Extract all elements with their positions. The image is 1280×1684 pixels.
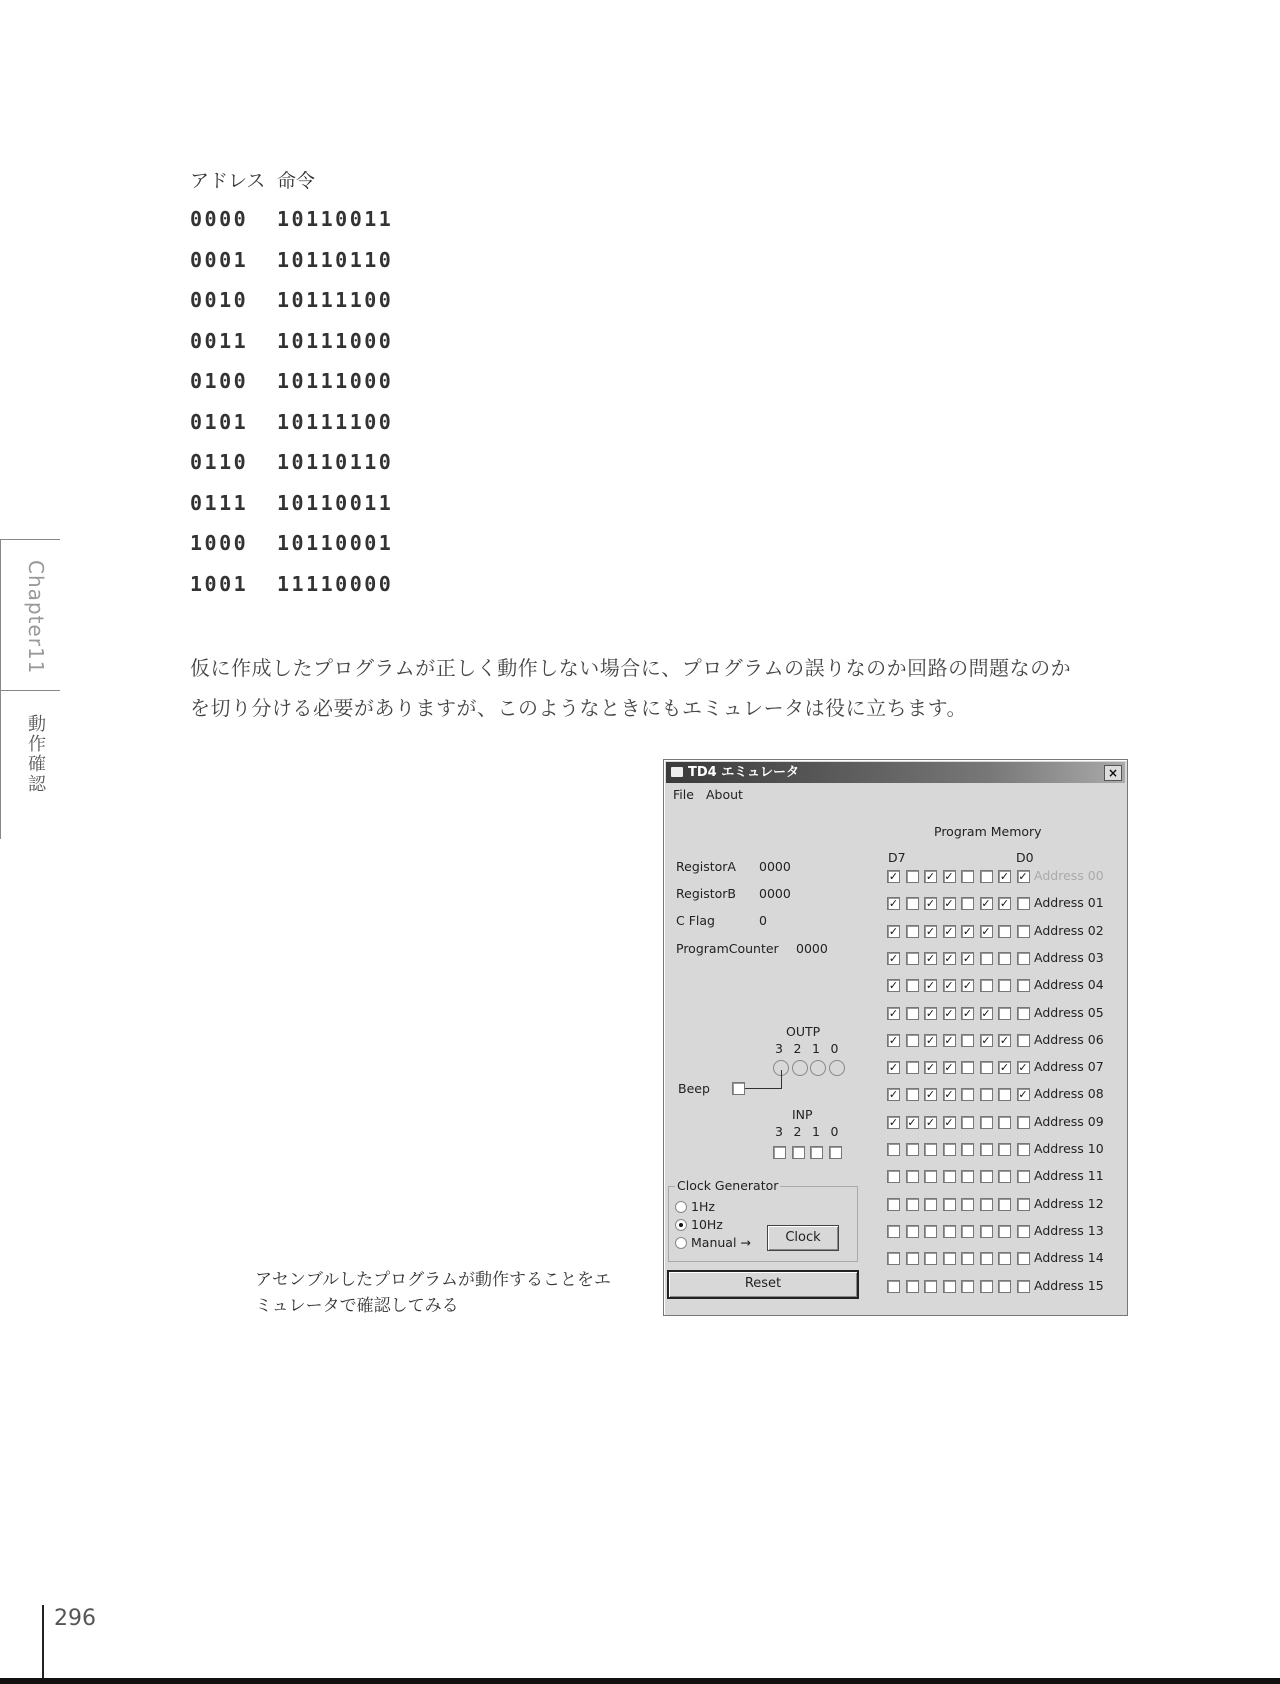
memory-address-label: Address 04 (1034, 977, 1104, 993)
memory-bit-checkbox[interactable] (961, 1280, 974, 1293)
memory-bit-checkbox[interactable] (1017, 897, 1030, 910)
memory-bit-checkbox[interactable] (961, 1088, 974, 1101)
memory-bit-checkbox[interactable]: ✓ (981, 897, 991, 911)
memory-bit-checkbox[interactable]: ✓ (925, 1033, 936, 1047)
memory-address-label: Address 03 (1034, 949, 1104, 965)
outp-bit-label: 3 (775, 1041, 783, 1056)
memory-bit-checkbox[interactable] (906, 1280, 919, 1293)
memory-bit-checkbox[interactable] (906, 925, 919, 938)
memory-bit-checkbox[interactable]: ✓ (925, 1006, 936, 1020)
memory-bit-checkbox[interactable] (924, 1225, 937, 1238)
memory-bit-checkbox[interactable]: ✓ (944, 870, 954, 883)
output-led (810, 1060, 826, 1076)
memory-bit-checkbox[interactable] (887, 1170, 900, 1183)
memory-bit-checkbox[interactable]: ✓ (907, 1115, 917, 1129)
memory-address-label: Address 08 (1034, 1086, 1104, 1102)
memory-bit-checkbox[interactable]: ✓ (944, 1088, 954, 1102)
emulator-window (663, 759, 1128, 1316)
memory-bit-checkbox[interactable] (1017, 1280, 1030, 1293)
memory-bit-checkbox[interactable]: ✓ (925, 951, 936, 965)
listing-address: 0000 (190, 207, 249, 231)
listing-address: 1001 (190, 571, 249, 596)
memory-bit-checkbox[interactable]: ✓ (999, 1061, 1010, 1075)
register-b-value: 0000 (759, 886, 791, 901)
outp-bit-label: 2 (793, 1041, 802, 1056)
figure-caption-line-2: ミュレータで確認してみる (255, 1296, 459, 1316)
memory-bit-checkbox[interactable] (980, 979, 993, 992)
d7-label: D7 (888, 850, 906, 865)
listing-address: 1000 (190, 531, 249, 555)
clock-option-label[interactable]: 10Hz (691, 1217, 723, 1232)
memory-bit-checkbox[interactable] (980, 1198, 993, 1211)
memory-bit-checkbox[interactable]: ✓ (888, 1033, 899, 1047)
memory-bit-checkbox[interactable] (943, 1198, 956, 1211)
memory-bit-checkbox[interactable] (906, 1170, 919, 1183)
inp-bit-label: 0 (830, 1124, 839, 1139)
memory-bit-checkbox[interactable]: ✓ (962, 951, 973, 965)
memory-bit-checkbox[interactable]: ✓ (925, 1061, 936, 1075)
scan-edge (0, 1678, 1280, 1684)
menu-file[interactable]: File (673, 787, 694, 802)
memory-address-label: Address 13 (1034, 1222, 1104, 1238)
memory-bit-checkbox[interactable] (887, 1198, 900, 1211)
memory-bit-checkbox[interactable] (906, 952, 919, 965)
side-tab-rule-top (0, 539, 60, 540)
d0-label: D0 (1016, 850, 1034, 865)
memory-address-label: Address 01 (1034, 895, 1104, 911)
memory-bit-checkbox[interactable]: ✓ (888, 924, 899, 938)
memory-bit-checkbox[interactable] (980, 1280, 993, 1293)
memory-bit-checkbox[interactable] (961, 1225, 974, 1238)
window-title: TD4 エミュレータ (688, 765, 799, 780)
page-number: 296 (54, 1606, 96, 1631)
listing-address: 0001 (190, 247, 249, 272)
memory-bit-checkbox[interactable] (943, 1280, 956, 1293)
memory-bit-checkbox[interactable] (943, 1143, 956, 1156)
memory-bit-checkbox[interactable] (906, 1088, 919, 1101)
memory-bit-checkbox[interactable] (980, 1061, 993, 1074)
memory-bit-checkbox[interactable] (1017, 1116, 1030, 1129)
memory-bit-checkbox[interactable]: ✓ (925, 870, 936, 883)
memory-bit-checkbox[interactable] (998, 1007, 1011, 1020)
listing-instruction: 10110011 (277, 490, 394, 515)
listing-instruction: 10111000 (277, 369, 394, 393)
memory-bit-checkbox[interactable]: ✓ (962, 1006, 973, 1020)
memory-bit-checkbox[interactable] (980, 1143, 993, 1156)
memory-bit-checkbox[interactable] (961, 1061, 974, 1074)
memory-bit-checkbox[interactable] (980, 1088, 993, 1101)
clock-radio-0[interactable] (675, 1201, 687, 1213)
memory-bit-checkbox[interactable] (998, 1198, 1011, 1211)
output-led (829, 1060, 845, 1076)
memory-bit-checkbox[interactable] (1017, 1170, 1030, 1183)
memory-bit-checkbox[interactable] (906, 897, 919, 910)
memory-bit-checkbox[interactable] (961, 870, 974, 883)
memory-bit-checkbox[interactable] (1017, 925, 1030, 938)
memory-address-label: Address 14 (1034, 1250, 1104, 1266)
memory-address-label: Address 02 (1034, 922, 1104, 938)
memory-bit-checkbox[interactable] (924, 1280, 937, 1293)
memory-bit-checkbox[interactable] (924, 1198, 937, 1211)
memory-bit-checkbox[interactable] (924, 1252, 937, 1265)
memory-bit-checkbox[interactable]: ✓ (981, 1033, 991, 1047)
clock-generator-group (668, 1178, 858, 1262)
memory-bit-checkbox[interactable] (961, 1252, 974, 1265)
beep-wire-vertical (781, 1070, 782, 1089)
beep-checkbox[interactable] (732, 1082, 745, 1095)
memory-bit-checkbox[interactable] (998, 979, 1011, 992)
listing-header-instruction: 命令 (277, 170, 316, 192)
output-led (792, 1060, 808, 1076)
memory-bit-checkbox[interactable] (887, 1280, 900, 1293)
memory-bit-checkbox[interactable]: ✓ (888, 1006, 899, 1020)
listing-address: 0111 (190, 490, 249, 515)
memory-address-label: Address 07 (1034, 1059, 1104, 1075)
carry-flag-value: 0 (759, 913, 767, 928)
memory-address-label: Address 06 (1034, 1031, 1104, 1047)
menu-about[interactable]: About (706, 787, 743, 802)
memory-bit-checkbox[interactable]: ✓ (944, 1115, 954, 1129)
memory-bit-checkbox[interactable] (998, 1088, 1011, 1101)
memory-bit-checkbox[interactable] (1017, 979, 1030, 992)
memory-bit-checkbox[interactable]: ✓ (999, 897, 1010, 911)
memory-bit-checkbox[interactable] (961, 897, 974, 910)
memory-address-label: Address 15 (1034, 1277, 1104, 1293)
memory-bit-checkbox[interactable]: ✓ (925, 924, 936, 938)
memory-bit-checkbox[interactable] (961, 1116, 974, 1129)
memory-bit-checkbox[interactable] (906, 1252, 919, 1265)
memory-bit-checkbox[interactable] (998, 1116, 1011, 1129)
memory-address-label: Address 12 (1034, 1195, 1104, 1211)
memory-bit-checkbox[interactable]: ✓ (1018, 1061, 1028, 1075)
figure-caption-line-1: アセンブルしたプログラムが動作することをエ (255, 1270, 611, 1290)
memory-bit-checkbox[interactable] (998, 1143, 1011, 1156)
memory-address-label: Address 00 (1034, 868, 1104, 883)
memory-bit-checkbox[interactable] (961, 1170, 974, 1183)
inp-bit-label: 3 (775, 1124, 783, 1139)
memory-bit-checkbox[interactable]: ✓ (925, 979, 936, 993)
memory-bit-checkbox[interactable]: ✓ (962, 924, 973, 938)
memory-bit-checkbox[interactable] (961, 1143, 974, 1156)
section-label: 動作確認 (25, 714, 46, 794)
memory-bit-checkbox[interactable] (998, 925, 1011, 938)
memory-bit-checkbox[interactable] (1017, 1198, 1030, 1211)
beep-label: Beep (678, 1081, 710, 1096)
outp-bit-label: 0 (830, 1041, 839, 1056)
memory-bit-checkbox[interactable] (1017, 1143, 1030, 1156)
memory-bit-checkbox[interactable]: ✓ (981, 1006, 991, 1020)
memory-bit-checkbox[interactable] (1017, 1007, 1030, 1020)
side-tab-rule-bottom (0, 690, 60, 691)
inp-bit-label: 1 (812, 1124, 820, 1139)
memory-bit-checkbox[interactable] (906, 1007, 919, 1020)
listing-instruction: 10110110 (277, 247, 394, 272)
memory-bit-checkbox[interactable] (980, 1225, 993, 1238)
listing-address: 0100 (190, 369, 249, 393)
memory-bit-checkbox[interactable] (943, 1252, 956, 1265)
clock-radio-2[interactable] (675, 1237, 687, 1249)
inp-bit-label: 2 (793, 1124, 802, 1139)
memory-bit-checkbox[interactable]: ✓ (888, 870, 899, 883)
memory-bit-checkbox[interactable]: ✓ (999, 1033, 1010, 1047)
listing-instruction: 10111100 (277, 409, 394, 434)
memory-address-label: Address 09 (1034, 1113, 1104, 1129)
memory-bit-checkbox[interactable]: ✓ (888, 979, 899, 993)
listing-instruction: 10110011 (277, 207, 394, 231)
page-number-rule (42, 1605, 44, 1684)
listing-address: 0011 (190, 328, 249, 353)
memory-bit-checkbox[interactable]: ✓ (888, 1088, 899, 1102)
memory-bit-checkbox[interactable]: ✓ (944, 924, 954, 938)
memory-bit-checkbox[interactable]: ✓ (944, 1006, 954, 1020)
memory-bit-checkbox[interactable]: ✓ (944, 979, 954, 993)
memory-bit-checkbox[interactable]: ✓ (925, 1115, 936, 1129)
memory-bit-checkbox[interactable] (906, 1034, 919, 1047)
memory-bit-checkbox[interactable] (998, 1252, 1011, 1265)
memory-bit-checkbox[interactable] (1017, 952, 1030, 965)
memory-bit-checkbox[interactable] (980, 1170, 993, 1183)
memory-address-label: Address 05 (1034, 1004, 1104, 1020)
clock-generator-label: Clock Generator (677, 1178, 779, 1193)
memory-bit-checkbox[interactable]: ✓ (944, 1061, 954, 1075)
clock-option-label[interactable]: 1Hz (691, 1199, 715, 1214)
memory-bit-checkbox[interactable]: ✓ (888, 1115, 899, 1129)
memory-bit-checkbox[interactable]: ✓ (981, 924, 991, 938)
listing-instruction: 10110110 (277, 450, 394, 474)
memory-bit-checkbox[interactable]: ✓ (925, 897, 936, 911)
memory-bit-checkbox[interactable]: ✓ (888, 1061, 899, 1075)
memory-bit-checkbox[interactable] (906, 1225, 919, 1238)
listing-address: 0110 (190, 450, 249, 474)
memory-bit-checkbox[interactable]: ✓ (1018, 870, 1028, 883)
memory-bit-checkbox[interactable] (998, 1225, 1011, 1238)
listing-instruction: 10110001 (277, 531, 394, 555)
memory-bit-checkbox[interactable] (906, 979, 919, 992)
memory-bit-checkbox[interactable]: ✓ (1018, 1088, 1028, 1102)
listing-address: 0101 (190, 409, 249, 434)
memory-bit-checkbox[interactable] (980, 870, 993, 883)
memory-bit-checkbox[interactable] (998, 1170, 1011, 1183)
memory-bit-checkbox[interactable] (1017, 1034, 1030, 1047)
listing-instruction: 10111000 (277, 328, 394, 353)
input-checkbox[interactable] (773, 1146, 786, 1159)
memory-bit-checkbox[interactable] (980, 1252, 993, 1265)
memory-bit-checkbox[interactable]: ✓ (888, 951, 899, 965)
listing-header-address: アドレス (190, 170, 266, 192)
register-b-label: RegistorB (676, 886, 736, 901)
memory-bit-checkbox[interactable]: ✓ (999, 870, 1010, 883)
clock-radio-1[interactable] (675, 1219, 687, 1231)
carry-flag-label: C Flag (676, 913, 715, 928)
memory-bit-checkbox[interactable]: ✓ (962, 979, 973, 993)
program-memory-title: Program Memory (934, 824, 1042, 839)
memory-bit-checkbox[interactable]: ✓ (888, 897, 899, 911)
memory-bit-checkbox[interactable] (924, 1170, 937, 1183)
memory-bit-checkbox[interactable] (980, 1116, 993, 1129)
memory-bit-checkbox[interactable] (943, 1170, 956, 1183)
memory-bit-checkbox[interactable] (906, 1143, 919, 1156)
memory-address-label: Address 11 (1034, 1168, 1104, 1184)
memory-bit-checkbox[interactable] (998, 952, 1011, 965)
beep-wire (745, 1088, 781, 1089)
memory-bit-checkbox[interactable] (980, 952, 993, 965)
body-paragraph-line-2: を切り分ける必要がありますが、このようなときにもエミュレータは役に立ちます。 (190, 696, 967, 720)
memory-bit-checkbox[interactable]: ✓ (944, 897, 954, 911)
title-bar[interactable] (666, 762, 1125, 783)
memory-bit-checkbox[interactable] (1017, 1252, 1030, 1265)
inp-label: INP (792, 1107, 813, 1122)
close-button[interactable]: × (1104, 765, 1122, 781)
memory-bit-checkbox[interactable] (887, 1143, 900, 1156)
memory-bit-checkbox[interactable] (906, 870, 919, 883)
memory-bit-checkbox[interactable]: ✓ (944, 1033, 954, 1047)
outp-bit-label: 1 (812, 1041, 820, 1056)
memory-bit-checkbox[interactable] (887, 1252, 900, 1265)
body-paragraph-line-1: 仮に作成したプログラムが正しく動作しない場合に、プログラムの誤りなのか回路の問題なのか (190, 656, 1072, 680)
reset-button[interactable]: Reset (667, 1270, 859, 1299)
side-tab-edge (0, 539, 1, 839)
register-a-value: 0000 (759, 859, 791, 874)
memory-bit-checkbox[interactable] (961, 1198, 974, 1211)
listing-instruction: 10111100 (277, 288, 394, 312)
memory-bit-checkbox[interactable] (943, 1225, 956, 1238)
memory-bit-checkbox[interactable]: ✓ (925, 1088, 936, 1102)
memory-bit-checkbox[interactable] (961, 1034, 974, 1047)
memory-bit-checkbox[interactable] (906, 1061, 919, 1074)
memory-bit-checkbox[interactable] (887, 1225, 900, 1238)
outp-label: OUTP (786, 1024, 821, 1039)
app-icon (671, 767, 683, 777)
memory-bit-checkbox[interactable] (1017, 1225, 1030, 1238)
program-counter-label: ProgramCounter (676, 941, 779, 956)
register-a-label: RegistorA (676, 859, 736, 874)
listing-address: 0010 (190, 288, 249, 312)
input-checkbox[interactable] (792, 1146, 805, 1159)
listing-instruction: 11110000 (277, 571, 394, 596)
memory-bit-checkbox[interactable] (924, 1143, 937, 1156)
input-checkbox[interactable] (810, 1146, 823, 1159)
memory-bit-checkbox[interactable]: ✓ (944, 951, 954, 965)
clock-button[interactable]: Clock (767, 1225, 839, 1251)
input-checkbox[interactable] (829, 1146, 842, 1159)
memory-address-label: Address 10 (1034, 1141, 1104, 1156)
clock-option-label[interactable]: Manual → (691, 1235, 751, 1250)
program-counter-value: 0000 (796, 941, 828, 956)
memory-bit-checkbox[interactable] (906, 1198, 919, 1211)
chapter-label: Chapter11 (24, 560, 48, 675)
memory-bit-checkbox[interactable] (998, 1280, 1011, 1293)
